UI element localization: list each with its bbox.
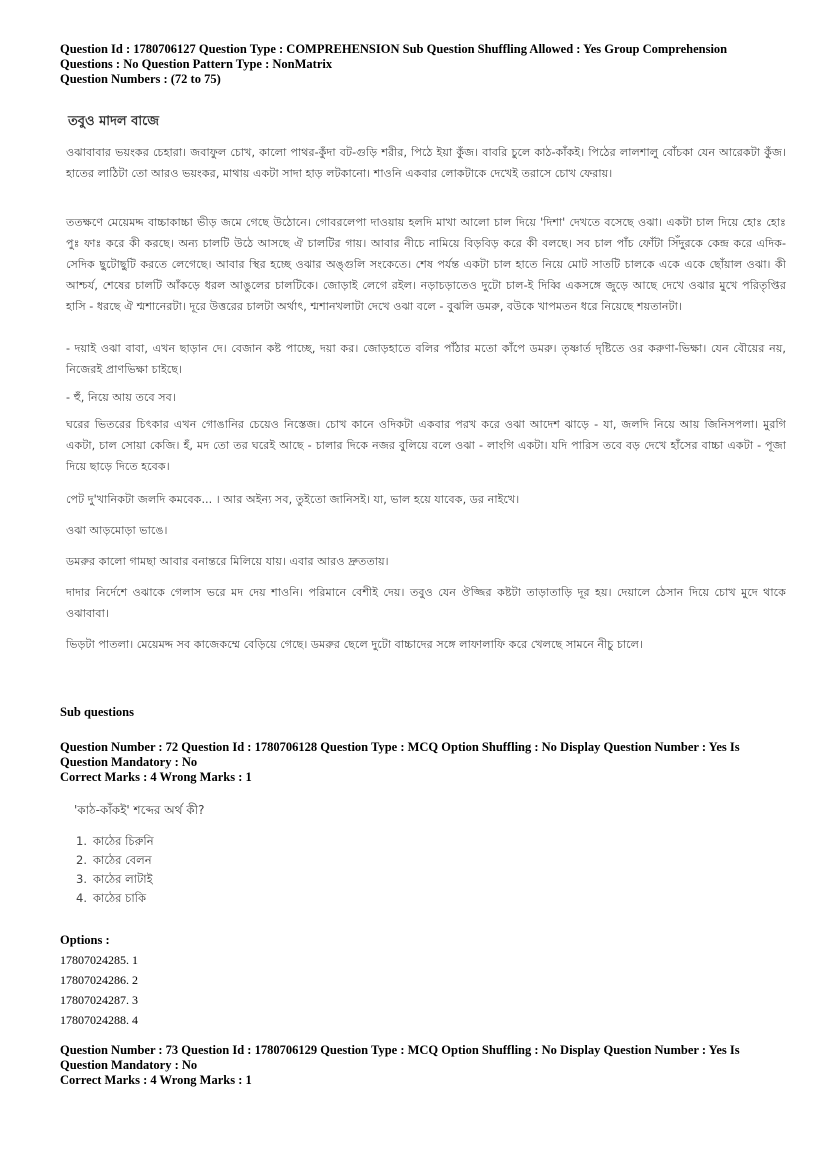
passage-paragraph: দাদার নির্দেশে ওঝাকে গেলাস ভরে মদ দেয় শাওনি। পরিমানে বেশীই দেয়। তবুও যেন ঔজ্জির কষ্টটা তাড়াতাড়ি দূর হয়। দেয়ালে ঠেসান দিয়ে চোখ মুদে থাকে ওঝাবাবা। (66, 586, 786, 620)
sub-questions-label: Sub questions (60, 705, 134, 719)
passage-paragraph: ওঝাবাবার ভয়ংকর চেহারা। জবাফুল চোখ, কালো পাথর-কুঁদা বট-গুড়ি শরীর, পিঠে ইয়া কুঁজ। বাবরি চুলে কাঠ-কাঁকই। পিঠের লালশালু বোঁচকা যেন আরেকটা কুঁজ। হাতের লাঠিটা তো আরও ভয়ংকর, মাথায় একটা সাদা হাড় লটকানো। শাওনি একবার লোকটাকে দেখেই তরাসে চোখ ফেরায়। (66, 146, 786, 180)
option-id-list (60, 950, 138, 1030)
options-label: Options : (60, 933, 110, 947)
passage-paragraph: - হুঁ, নিয়ে আয় তবে সব। (66, 391, 176, 404)
choice-number: 2. (76, 853, 87, 867)
header-line: Question Numbers : (72 to 75) (60, 72, 221, 86)
choice-text: কাঠের লাটাই (92, 872, 153, 886)
meta-line: Question Mandatory : No (60, 755, 198, 769)
option-id: 17807024285. 1 (60, 953, 138, 967)
choice-text: কাঠের চিরুনি (92, 834, 154, 848)
passage-paragraph: ভিড়টা পাতলা। মেয়েমদ্দ সব কাজেকম্মে বেড়িয়ে গেছে। ডমরুর ছেলে দুটো বাচ্চাদের সঙ্গে লাফালাফি করে খেলছে সামনে নীচু চালে। (66, 638, 644, 651)
meta-line: Question Number : 72 Question Id : 1780706128 Question Type : MCQ Option Shuffling : No Display Question Number : Yes Is (60, 740, 740, 754)
answer-choice (76, 870, 160, 889)
choice-number: 4. (76, 891, 87, 905)
answer-choice (76, 832, 160, 851)
meta-line: Correct Marks : 4 Wrong Marks : 1 (60, 770, 252, 784)
header-line: Question Id : 1780706127 Question Type : COMPREHENSION Sub Question Shuffling Allowed : Yes Group Comprehension (60, 42, 728, 56)
choice-number: 3. (76, 872, 87, 886)
answer-choice (76, 851, 160, 870)
choice-text: কাঠের বেলন (92, 853, 152, 867)
comprehension-header (60, 42, 790, 87)
passage-paragraph: পেট দু'খানিকটা জলদি কমবেক... । আর অইন্য সব, তুইতো জানিসই। যা, ভাল হয়ে যাবেক, ডর নাইখে। (66, 493, 520, 506)
passage-paragraph: ততক্ষণে মেয়েমদ্দ বাচ্চাকাচ্চা ভীড় জমে গেছে উঠোনে। গোবরলেপা দাওয়ায় হলদি মাখা আলো চাল দিয়ে 'দিশা' দেখতে বসেছে ওঝা। একটা চাল দিয়ে হোঃ হোঃ পুঃ ফাঃ করে কী করছে। অন্য চালটি উঠে আসছে ঐ চালটির গায়। আবার নীচে নামিয়ে বিড়বিড় করে কী বলছে। সব চাল পাঁচ ফোঁটা সিঁদুরকে কেন্দ্র করে এদিক-সেদিক ছুটোছুটি করতে লেগেছে। আবার স্থির হচ্ছে ওঝার অঙ্গুলি সংকেতে। শেষ পর্যন্ত একটা চাল হাতে নিয়ে মোট সাতটি চালকে একে একে ছোঁয়াল ওঝা। কী আশ্চর্য, শেষের চালটি আঁকড়ে ধরল আঙুলের চালটিকে। জোড়াই লেগে রইল। নড়াচড়াতেও দুটো চাল-ই দিব্বি একসঙ্গে জুড়ে আছে দেখে ওঝার মুখে পরিতৃপ্তির হাসি - ধরছে ঐ শ্মশানেরটা। দূরে উত্তরের চালটা অর্থাৎ, শ্মশানখলাটা দেখে ওঝা বলে - বুঝলি ডমরু, বউকে খাপমতন ধরে নিয়েছে শয়তানটা। (66, 216, 786, 313)
option-id: 17807024288. 4 (60, 1013, 138, 1027)
passage-paragraph: - দয়াই ওঝা বাবা, এখন ছাড়ান দে। বেজান কষ্ট পাচ্ছে, দয়া কর। জোড়হাতে বলির পাঁঠার মতো কাঁপে ডমরু। তৃষ্ণার্ত দৃষ্টিতে ওর করুণা-ভিক্ষা। যেন বৌয়ের নয়, নিজেরই প্রাণভিক্ষা চাইছে। (66, 342, 786, 376)
question-73-meta (60, 1043, 790, 1088)
option-id: 17807024286. 2 (60, 973, 138, 987)
passage-title: তবুও মাদল বাজে (68, 114, 159, 129)
choice-number: 1. (76, 834, 87, 848)
passage-paragraph: ঘরের ভিতরের চিৎকার এখন গোঙানির চেয়েও নিস্তেজ। চোখ কানে ওদিকটা একবার পরখ করে ওঝা আদেশ ঝাড়ে - যা, জলদি নিয়ে আয় জিনিসপলা। মুরগি একটা, চাল সোয়া কেজি। হঁ, মদ তো তর ঘরেই আছে - চালার দিকে নজর বুলিয়ে বলে ওঝা - লাংগি একটা। যদি পারিস তবে বড় দেখে হাঁসের বাচ্চা একটা - পূজা দিয়ে ছাড়ে দিতে হবেক। (66, 418, 786, 473)
answer-choice (76, 889, 160, 908)
meta-line: Question Mandatory : No (60, 1058, 198, 1072)
meta-line: Correct Marks : 4 Wrong Marks : 1 (60, 1073, 252, 1087)
question-text: 'কাঠ-কাঁকই' শব্দের অর্থ কী? (74, 803, 205, 817)
passage-paragraph: ওঝা আড়মোড়া ভাঙে। (66, 524, 168, 537)
question-72-meta (60, 740, 790, 785)
option-id: 17807024287. 3 (60, 993, 138, 1007)
choice-text: কাঠের চাকি (92, 891, 146, 905)
header-line: Questions : No Question Pattern Type : NonMatrix (60, 57, 333, 71)
meta-line: Question Number : 73 Question Id : 1780706129 Question Type : MCQ Option Shuffling : No Display Question Number : Yes Is (60, 1043, 740, 1057)
answer-choices (76, 832, 160, 908)
passage-paragraph: ডমরুর কালো গামছা আবার বনান্তরে মিলিয়ে যায়। এবার আরও দ্রুততায়। (66, 555, 389, 568)
